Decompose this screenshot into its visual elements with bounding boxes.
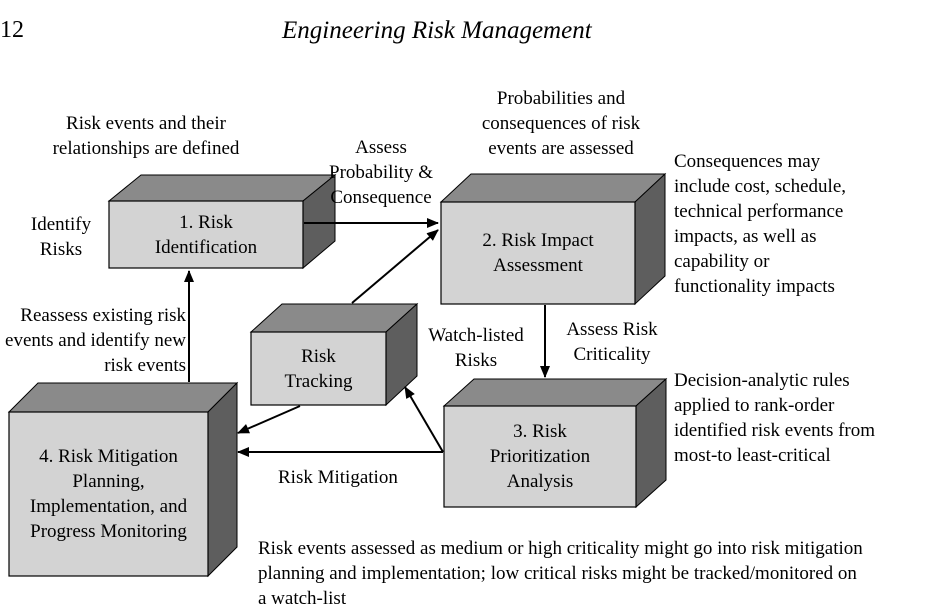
footer-note: Risk events assessed as medium or high criticality might go into risk mitigation planning and implementation; low critical risks might be tracked/monitored on a watch-list <box>258 538 863 609</box>
page-number: 12 <box>0 17 24 43</box>
label-risk-mitigation: Risk Mitigation <box>278 467 398 488</box>
arrow-prioritization-to-tracking <box>405 387 443 452</box>
label-decision-analytic-rules: Decision-analytic rules applied to rank-order identified risk events from most-to least-critical <box>674 370 876 466</box>
box-risk-mitigation-label: 4. Risk Mitigation Planning, Implementation, and Progress Monitoring <box>29 446 188 542</box>
label-assess-probability-consequence: Assess Probability & Consequence <box>329 137 433 208</box>
label-watch-listed-risks: Watch-listed Risks <box>428 325 524 371</box>
label-consequences-may-include: Consequences may include cost, schedule, technical performance impacts, as well as capability or functionality impacts <box>674 151 847 297</box>
box-risk-impact-label: 2. Risk Impact Assessment <box>482 230 594 276</box>
label-assess-risk-criticality: Assess Risk Criticality <box>566 319 658 365</box>
label-probabilities-assessed: Probabilities and consequences of risk events are assessed <box>481 88 641 159</box>
box-risk-identification-label: 1. Risk Identification <box>154 211 258 258</box>
label-risk-events-defined: Risk events and their relationships are defined <box>52 113 240 159</box>
page-title: Engineering Risk Management <box>282 17 592 44</box>
arrow-tracking-to-impact <box>352 230 438 303</box>
arrow-tracking-to-mitigation <box>238 406 300 433</box>
label-reassess-risk-events: Reassess existing risk events and identify new risk events <box>5 305 186 376</box>
box-risk-tracking-label: Risk Tracking <box>284 345 353 392</box>
box-risk-prioritization-label: 3. Risk Prioritization Analysis <box>489 421 591 492</box>
label-identify-risks: Identify Risks <box>30 214 92 260</box>
